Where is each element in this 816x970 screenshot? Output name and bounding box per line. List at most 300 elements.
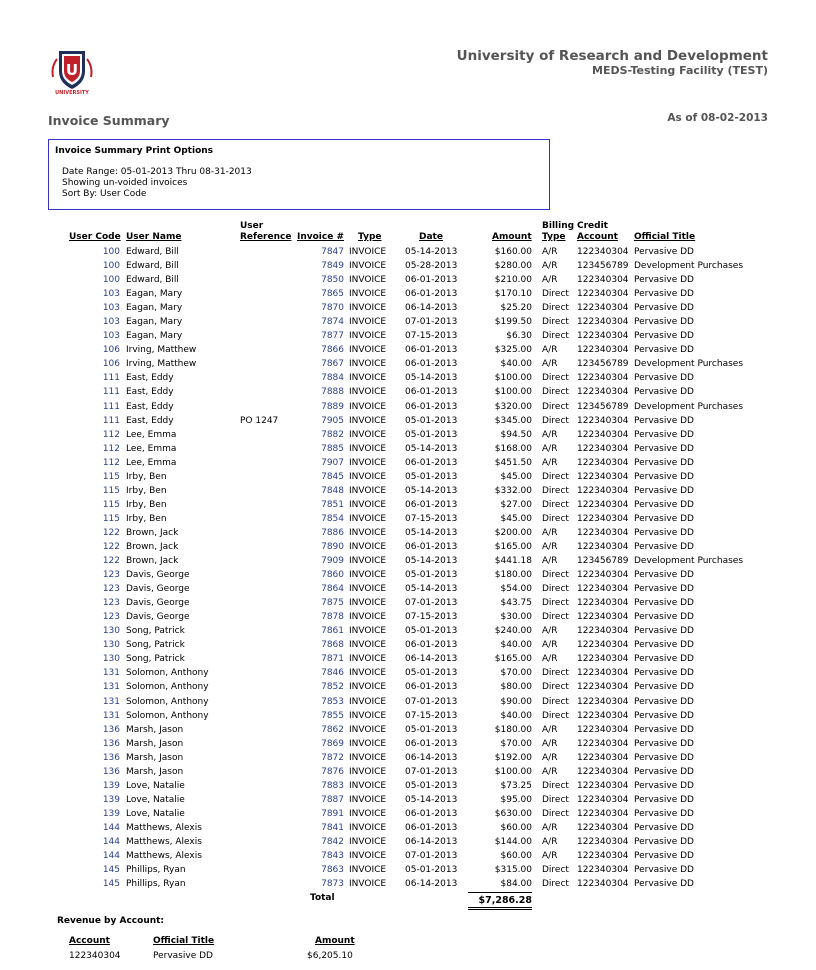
user-code-cell[interactable]: 130 <box>102 654 120 665</box>
credit-account-cell: 122340304 <box>577 527 629 538</box>
amount-cell: $45.00 <box>500 471 532 482</box>
col-billing-type: Type <box>542 232 566 242</box>
rev-col-account: Account <box>69 936 110 946</box>
date-cell: 05-14-2013 <box>405 247 458 257</box>
col-credit-account: Account <box>577 232 618 242</box>
amount-cell: $165.00 <box>494 654 532 665</box>
total-label: Total <box>310 893 335 903</box>
billing-type-cell: Direct <box>542 289 569 300</box>
user-code-cell[interactable]: 131 <box>102 682 120 693</box>
table-row <box>0 540 816 554</box>
user-code-cell[interactable]: 136 <box>102 724 120 735</box>
table-row <box>0 652 816 666</box>
type-cell: INVOICE <box>349 261 387 272</box>
invoice-number-link[interactable]: 7850 <box>321 275 344 286</box>
invoice-number-link[interactable]: 7851 <box>321 499 344 510</box>
col-invoice: Invoice # <box>297 232 345 242</box>
invoice-number-link[interactable]: 7871 <box>321 654 344 665</box>
user-code-cell[interactable]: 103 <box>102 331 120 342</box>
revenue-title: Revenue by Account: <box>57 916 165 926</box>
type-cell: INVOICE <box>349 570 387 581</box>
table-row <box>0 751 816 765</box>
billing-type-cell: Direct <box>542 794 569 805</box>
invoice-number-link[interactable]: 7846 <box>321 668 344 679</box>
official-title-cell: Pervasive DD <box>634 387 694 398</box>
date-cell: 06-14-2013 <box>405 879 458 890</box>
user-code-cell[interactable]: 144 <box>102 822 120 833</box>
official-title-cell: Pervasive DD <box>634 247 694 257</box>
billing-type-cell: A/R <box>542 836 558 847</box>
type-cell: INVOICE <box>349 345 387 356</box>
credit-account-cell: 122340304 <box>577 822 629 833</box>
rev-col-official-title: Official Title <box>153 936 215 946</box>
amount-cell: $90.00 <box>500 696 532 707</box>
amount-cell: $441.18 <box>494 556 532 567</box>
invoice-number-link[interactable]: 7855 <box>321 710 344 721</box>
amount-cell: $95.00 <box>500 794 532 805</box>
credit-account-cell: 122340304 <box>577 626 629 637</box>
credit-account-cell: 123456789 <box>577 401 629 412</box>
user-code-cell[interactable]: 111 <box>102 373 120 384</box>
type-cell: INVOICE <box>349 851 387 862</box>
amount-cell: $40.00 <box>500 710 532 721</box>
billing-type-cell: A/R <box>542 822 558 833</box>
date-cell: 07-15-2013 <box>405 331 458 342</box>
invoice-number-link[interactable]: 7872 <box>321 752 344 763</box>
type-cell: INVOICE <box>349 654 387 665</box>
invoice-number-link[interactable]: 7870 <box>321 303 344 314</box>
official-title-cell: Pervasive DD <box>634 275 694 286</box>
invoice-number-link[interactable]: 7888 <box>321 387 344 398</box>
invoice-number-link[interactable]: 7854 <box>321 513 344 524</box>
invoice-number-link[interactable]: 7866 <box>321 345 344 356</box>
user-code-cell[interactable]: 112 <box>102 443 120 454</box>
user-code-cell[interactable]: 112 <box>102 457 120 468</box>
table-row <box>0 737 816 751</box>
table-row <box>0 400 816 414</box>
billing-type-cell: A/R <box>542 457 558 468</box>
user-code-cell[interactable]: 144 <box>102 836 120 847</box>
date-cell: 05-01-2013 <box>405 415 458 426</box>
user-name-cell: Solomon, Anthony <box>126 668 209 679</box>
amount-cell: $80.00 <box>500 682 532 693</box>
table-row <box>0 835 816 849</box>
type-cell: INVOICE <box>349 556 387 567</box>
user-name-cell: Davis, George <box>126 584 190 595</box>
billing-type-cell: A/R <box>542 261 558 272</box>
date-cell: 07-15-2013 <box>405 710 458 721</box>
billing-type-cell: A/R <box>542 766 558 777</box>
user-code-cell[interactable]: 131 <box>102 696 120 707</box>
user-code-cell[interactable]: 100 <box>102 275 120 286</box>
user-name-cell: Matthews, Alexis <box>126 822 202 833</box>
invoice-number-link[interactable]: 7905 <box>321 415 344 426</box>
table-row <box>0 624 816 638</box>
credit-account-cell: 122340304 <box>577 415 629 426</box>
credit-account-cell: 122340304 <box>577 331 629 342</box>
credit-account-cell: 122340304 <box>577 289 629 300</box>
billing-type-cell: Direct <box>542 499 569 510</box>
user-code-cell[interactable]: 100 <box>102 247 120 257</box>
user-name-cell: Phillips, Ryan <box>126 879 186 890</box>
credit-account-cell: 122340304 <box>577 443 629 454</box>
type-cell: INVOICE <box>349 752 387 763</box>
invoice-number-link[interactable]: 7849 <box>321 261 344 272</box>
amount-cell: $451.50 <box>494 457 532 468</box>
date-cell: 05-01-2013 <box>405 626 458 637</box>
type-cell: INVOICE <box>349 429 387 440</box>
rev-amount: $6,205.10 <box>307 951 353 961</box>
invoice-table <box>0 245 816 891</box>
user-code-cell[interactable]: 136 <box>102 752 120 763</box>
table-row <box>0 526 816 540</box>
user-name-cell: Song, Patrick <box>126 640 185 651</box>
amount-cell: $70.00 <box>500 738 532 749</box>
type-cell: INVOICE <box>349 331 387 342</box>
type-cell: INVOICE <box>349 640 387 651</box>
invoice-number-link[interactable]: 7869 <box>321 738 344 749</box>
user-code-cell[interactable]: 122 <box>102 527 120 538</box>
user-name-cell: Eagan, Mary <box>126 331 183 342</box>
user-code-cell[interactable]: 115 <box>102 513 120 524</box>
user-code-cell[interactable]: 106 <box>102 359 120 370</box>
invoice-number-link[interactable]: 7887 <box>321 794 344 805</box>
user-name-cell: Love, Natalie <box>126 794 185 805</box>
user-name-cell: Edward, Bill <box>126 261 179 272</box>
official-title-cell: Pervasive DD <box>634 429 694 440</box>
credit-account-cell: 122340304 <box>577 345 629 356</box>
amount-cell: $70.00 <box>500 668 532 679</box>
table-row <box>0 610 816 624</box>
type-cell: INVOICE <box>349 541 387 552</box>
rev-account: 122340304 <box>69 951 121 961</box>
col-billing-top: Billing <box>542 221 575 231</box>
user-name-cell: Brown, Jack <box>126 556 179 567</box>
table-row <box>0 442 816 456</box>
official-title-cell: Pervasive DD <box>634 682 694 693</box>
invoice-number-link[interactable]: 7861 <box>321 626 344 637</box>
billing-type-cell: A/R <box>542 443 558 454</box>
billing-type-cell: A/R <box>542 752 558 763</box>
table-row <box>0 301 816 315</box>
official-title-cell: Pervasive DD <box>634 570 694 581</box>
invoice-number-link[interactable]: 7868 <box>321 640 344 651</box>
type-cell: INVOICE <box>349 275 387 286</box>
table-row <box>0 456 816 470</box>
invoice-number-link[interactable]: 7865 <box>321 289 344 300</box>
date-cell: 05-14-2013 <box>405 556 458 567</box>
col-user-code: User Code <box>69 232 121 242</box>
user-code-cell[interactable]: 136 <box>102 738 120 749</box>
user-code-cell[interactable]: 123 <box>102 570 120 581</box>
user-code-cell[interactable]: 131 <box>102 668 120 679</box>
date-cell: 06-01-2013 <box>405 640 458 651</box>
billing-type-cell: Direct <box>542 415 569 426</box>
date-cell: 05-01-2013 <box>405 865 458 876</box>
user-code-cell[interactable]: 145 <box>102 879 120 890</box>
credit-account-cell: 122340304 <box>577 387 629 398</box>
table-row <box>0 695 816 709</box>
logo-letter: U <box>65 61 79 79</box>
type-cell: INVOICE <box>349 443 387 454</box>
invoice-number-link[interactable]: 7873 <box>321 879 344 890</box>
official-title-cell: Pervasive DD <box>634 527 694 538</box>
billing-type-cell: Direct <box>542 780 569 791</box>
billing-type-cell: A/R <box>542 429 558 440</box>
type-cell: INVOICE <box>349 808 387 819</box>
user-code-cell[interactable]: 115 <box>102 499 120 510</box>
user-code-cell[interactable]: 122 <box>102 556 120 567</box>
credit-account-cell: 122340304 <box>577 317 629 328</box>
user-code-cell[interactable]: 106 <box>102 345 120 356</box>
official-title-cell: Pervasive DD <box>634 471 694 482</box>
total-amount: $7,286.28 <box>468 892 532 910</box>
table-row <box>0 512 816 526</box>
rev-title-cell: Pervasive DD <box>153 951 213 961</box>
user-name-cell: Davis, George <box>126 570 190 581</box>
type-cell: INVOICE <box>349 457 387 468</box>
user-name-cell: Brown, Jack <box>126 527 179 538</box>
credit-account-cell: 122340304 <box>577 682 629 693</box>
user-code-cell[interactable]: 139 <box>102 794 120 805</box>
date-cell: 06-14-2013 <box>405 654 458 665</box>
user-name-cell: East, Eddy <box>126 415 174 426</box>
amount-cell: $27.00 <box>500 499 532 510</box>
date-cell: 06-01-2013 <box>405 808 458 819</box>
table-row <box>0 385 816 399</box>
official-title-cell: Pervasive DD <box>634 822 694 833</box>
billing-type-cell: Direct <box>542 584 569 595</box>
invoice-number-link[interactable]: 7882 <box>321 429 344 440</box>
billing-type-cell: A/R <box>542 738 558 749</box>
table-row <box>0 638 816 652</box>
invoice-number-link[interactable]: 7886 <box>321 527 344 538</box>
invoice-number-link[interactable]: 7867 <box>321 359 344 370</box>
billing-type-cell: Direct <box>542 696 569 707</box>
user-code-cell[interactable]: 103 <box>102 289 120 300</box>
table-row <box>0 315 816 329</box>
official-title-cell: Pervasive DD <box>634 499 694 510</box>
invoice-number-link[interactable]: 7862 <box>321 724 344 735</box>
credit-account-cell: 122340304 <box>577 303 629 314</box>
invoice-number-link[interactable]: 7891 <box>321 808 344 819</box>
user-code-cell[interactable]: 145 <box>102 865 120 876</box>
credit-account-cell: 122340304 <box>577 640 629 651</box>
amount-cell: $332.00 <box>494 485 532 496</box>
type-cell: INVOICE <box>349 668 387 679</box>
type-cell: INVOICE <box>349 612 387 623</box>
user-code-cell[interactable]: 115 <box>102 471 120 482</box>
invoice-number-link[interactable]: 7874 <box>321 317 344 328</box>
date-cell: 07-01-2013 <box>405 696 458 707</box>
billing-type-cell: Direct <box>542 570 569 581</box>
credit-account-cell: 122340304 <box>577 513 629 524</box>
user-name-cell: Eagan, Mary <box>126 303 183 314</box>
date-cell: 07-01-2013 <box>405 598 458 609</box>
invoice-number-link[interactable]: 7877 <box>321 331 344 342</box>
amount-cell: $25.20 <box>500 303 532 314</box>
official-title-cell: Pervasive DD <box>634 626 694 637</box>
user-name-cell: Song, Patrick <box>126 654 185 665</box>
credit-account-cell: 122340304 <box>577 584 629 595</box>
user-name-cell: Marsh, Jason <box>126 724 184 735</box>
invoice-number-link[interactable]: 7845 <box>321 471 344 482</box>
amount-cell: $168.00 <box>494 443 532 454</box>
invoice-number-link[interactable]: 7842 <box>321 836 344 847</box>
official-title-cell: Pervasive DD <box>634 640 694 651</box>
amount-cell: $200.00 <box>494 527 532 538</box>
invoice-number-link[interactable]: 7848 <box>321 485 344 496</box>
user-name-cell: Solomon, Anthony <box>126 682 209 693</box>
user-code-cell[interactable]: 103 <box>102 317 120 328</box>
table-row <box>0 470 816 484</box>
credit-account-cell: 122340304 <box>577 471 629 482</box>
type-cell: INVOICE <box>349 317 387 328</box>
official-title-cell: Pervasive DD <box>634 443 694 454</box>
user-name-cell: Marsh, Jason <box>126 752 184 763</box>
invoice-number-link[interactable]: 7876 <box>321 766 344 777</box>
official-title-cell: Pervasive DD <box>634 668 694 679</box>
billing-type-cell: Direct <box>542 303 569 314</box>
billing-type-cell: A/R <box>542 541 558 552</box>
table-row <box>0 793 816 807</box>
university-logo <box>47 47 97 97</box>
user-code-cell[interactable]: 111 <box>102 401 120 412</box>
date-cell: 05-14-2013 <box>405 527 458 538</box>
invoice-number-link[interactable]: 7885 <box>321 443 344 454</box>
user-name-cell: Irby, Ben <box>126 471 167 482</box>
user-code-cell[interactable]: 111 <box>102 387 120 398</box>
date-cell: 06-01-2013 <box>405 682 458 693</box>
user-name-cell: Irby, Ben <box>126 485 167 496</box>
user-name-cell: Brown, Jack <box>126 541 179 552</box>
official-title-cell: Pervasive DD <box>634 738 694 749</box>
invoice-number-link[interactable]: 7890 <box>321 541 344 552</box>
official-title-cell: Development Purchases <box>634 401 744 412</box>
invoice-number-link[interactable]: 7909 <box>321 556 344 567</box>
user-code-cell[interactable]: 136 <box>102 766 120 777</box>
type-cell: INVOICE <box>349 879 387 890</box>
billing-type-cell: Direct <box>542 331 569 342</box>
official-title-cell: Pervasive DD <box>634 766 694 777</box>
invoice-number-link[interactable]: 7907 <box>321 457 344 468</box>
date-cell: 05-14-2013 <box>405 443 458 454</box>
user-code-cell[interactable]: 144 <box>102 851 120 862</box>
billing-type-cell: A/R <box>542 626 558 637</box>
date-cell: 06-01-2013 <box>405 359 458 370</box>
table-row <box>0 765 816 779</box>
user-code-cell[interactable]: 139 <box>102 780 120 791</box>
user-name-cell: Song, Patrick <box>126 626 185 637</box>
user-name-cell: Irving, Matthew <box>126 359 197 370</box>
amount-cell: $240.00 <box>494 626 532 637</box>
invoice-number-link[interactable]: 7847 <box>321 247 344 257</box>
billing-type-cell: Direct <box>542 612 569 623</box>
user-code-cell[interactable]: 111 <box>102 415 120 426</box>
amount-cell: $60.00 <box>500 822 532 833</box>
table-row <box>0 343 816 357</box>
official-title-cell: Pervasive DD <box>634 303 694 314</box>
invoice-number-link[interactable]: 7878 <box>321 612 344 623</box>
official-title-cell: Pervasive DD <box>634 584 694 595</box>
invoice-number-link[interactable]: 7863 <box>321 865 344 876</box>
user-code-cell[interactable]: 130 <box>102 640 120 651</box>
user-name-cell: Marsh, Jason <box>126 738 184 749</box>
invoice-number-link[interactable]: 7843 <box>321 851 344 862</box>
billing-type-cell: Direct <box>542 879 569 890</box>
user-name-cell: East, Eddy <box>126 401 174 412</box>
voided-filter-line: Showing un-voided invoices <box>62 178 188 188</box>
invoice-number-link[interactable]: 7889 <box>321 401 344 412</box>
invoice-number-link[interactable]: 7883 <box>321 780 344 791</box>
user-code-cell[interactable]: 123 <box>102 584 120 595</box>
invoice-number-link[interactable]: 7864 <box>321 584 344 595</box>
invoice-number-link[interactable]: 7875 <box>321 598 344 609</box>
billing-type-cell: A/R <box>542 359 558 370</box>
user-code-cell[interactable]: 115 <box>102 485 120 496</box>
credit-account-cell: 122340304 <box>577 752 629 763</box>
invoice-number-link[interactable]: 7852 <box>321 682 344 693</box>
user-name-cell: Davis, George <box>126 612 190 623</box>
table-row <box>0 582 816 596</box>
table-row <box>0 357 816 371</box>
user-name-cell: Irving, Matthew <box>126 345 197 356</box>
user-code-cell[interactable]: 100 <box>102 261 120 272</box>
table-row <box>0 821 816 835</box>
user-code-cell[interactable]: 103 <box>102 303 120 314</box>
type-cell: INVOICE <box>349 682 387 693</box>
user-code-cell[interactable]: 130 <box>102 626 120 637</box>
type-cell: INVOICE <box>349 373 387 384</box>
date-cell: 05-14-2013 <box>405 794 458 805</box>
invoice-number-link[interactable]: 7884 <box>321 373 344 384</box>
official-title-cell: Pervasive DD <box>634 331 694 342</box>
user-code-cell[interactable]: 139 <box>102 808 120 819</box>
amount-cell: $100.00 <box>494 373 532 384</box>
amount-cell: $60.00 <box>500 851 532 862</box>
user-name-cell: Lee, Emma <box>126 457 177 468</box>
amount-cell: $30.00 <box>500 612 532 623</box>
amount-cell: $170.10 <box>494 289 532 300</box>
amount-cell: $180.00 <box>494 724 532 735</box>
invoice-number-link[interactable]: 7853 <box>321 696 344 707</box>
date-cell: 05-01-2013 <box>405 429 458 440</box>
invoice-number-link[interactable]: 7860 <box>321 570 344 581</box>
user-code-cell[interactable]: 112 <box>102 429 120 440</box>
amount-cell: $280.00 <box>494 261 532 272</box>
credit-account-cell: 122340304 <box>577 247 629 257</box>
date-cell: 06-14-2013 <box>405 752 458 763</box>
billing-type-cell: A/R <box>542 640 558 651</box>
user-code-cell[interactable]: 122 <box>102 541 120 552</box>
date-cell: 07-01-2013 <box>405 766 458 777</box>
invoice-number-link[interactable]: 7841 <box>321 822 344 833</box>
amount-cell: $84.00 <box>500 879 532 890</box>
official-title-cell: Pervasive DD <box>634 513 694 524</box>
user-code-cell[interactable]: 131 <box>102 710 120 721</box>
table-row <box>0 259 816 273</box>
credit-account-cell: 122340304 <box>577 724 629 735</box>
table-row <box>0 498 816 512</box>
user-name-cell: Irby, Ben <box>126 513 167 524</box>
user-code-cell[interactable]: 123 <box>102 612 120 623</box>
date-cell: 06-01-2013 <box>405 275 458 286</box>
official-title-cell: Pervasive DD <box>634 865 694 876</box>
credit-account-cell: 122340304 <box>577 485 629 496</box>
user-code-cell[interactable]: 123 <box>102 598 120 609</box>
table-row <box>0 849 816 863</box>
amount-cell: $180.00 <box>494 570 532 581</box>
